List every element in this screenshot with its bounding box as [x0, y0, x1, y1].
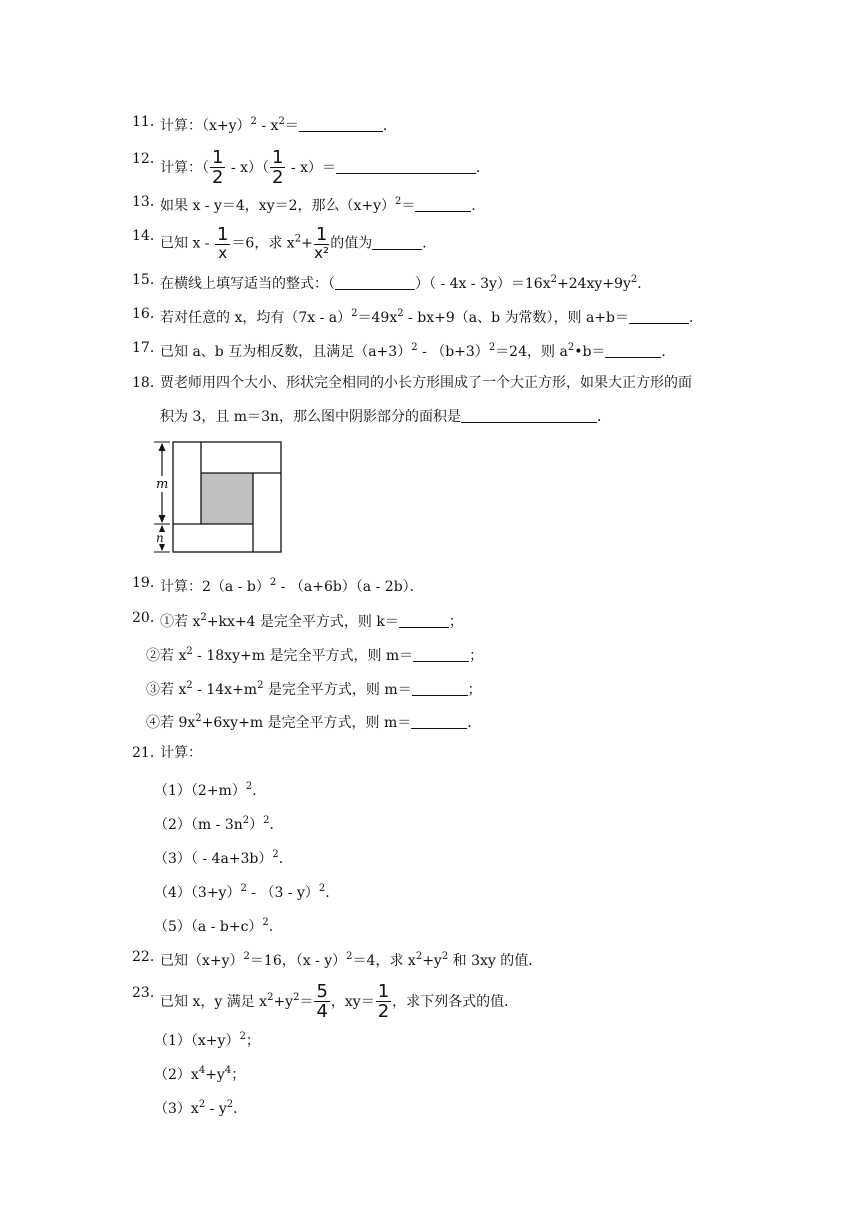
- fraction: $\frac{1}{2}$: [212, 147, 224, 188]
- answer-blank[interactable]: [413, 647, 469, 662]
- problem-20-item-2: ②若 $x^2 - 18xy+m$ 是完全平方式，则 m＝ ；: [146, 646, 484, 664]
- problem-number: 14．: [132, 228, 164, 244]
- answer-blank[interactable]: [461, 408, 597, 423]
- sub-question-text: $(1)(2+m)^2$．: [154, 781, 267, 799]
- problem-text: 已知 x - 1 x ＝6，求 $x^2+$ 1 x² 的值为 ．: [160, 224, 437, 262]
- label-m: m: [156, 477, 169, 492]
- problem-number: 21．: [132, 745, 164, 761]
- problem-text: 计算：2（a - b）$^2$ - （a+6b）（a - 2b）．: [160, 577, 424, 595]
- sub-question-text: $(2)x^4+y^4$；: [154, 1065, 246, 1083]
- square-figure: [150, 440, 284, 556]
- label-n: n: [156, 531, 164, 545]
- problem-20-item-4: ④若 $9x^2+6xy+m$ 是完全平方式，则 m＝ ．: [146, 713, 482, 731]
- problem-number: 16．: [132, 306, 164, 322]
- problem-text-line-1: 贾老师用四个大小、形状完全相同的小长方形围成了一个大正方形，如果大正方形的面: [160, 375, 692, 391]
- problem-number: 22．: [132, 949, 164, 965]
- answer-blank[interactable]: [629, 309, 689, 324]
- sub-question-text: $(3)x^2 - y^2$．: [154, 1099, 248, 1117]
- problem-20-item-3: ③若 $x^2 - 14x+m^2$ 是完全平方式，则 m＝ ；: [146, 680, 482, 698]
- answer-blank[interactable]: [299, 117, 383, 132]
- problem-number: 12．: [132, 151, 164, 167]
- problem-number: 13．: [132, 194, 164, 210]
- problem-number: 18．: [132, 375, 164, 391]
- problem-number: 11．: [132, 114, 164, 130]
- arrow-down-icon: [159, 515, 166, 523]
- sub-question-text: $(4)(3+y)^2 - (3 - y)^2$．: [154, 883, 340, 901]
- answer-blank[interactable]: [335, 275, 415, 290]
- fraction: $\frac{1}{2}$: [377, 981, 390, 1022]
- problem-text: 计算：: [160, 745, 202, 761]
- answer-blank[interactable]: [399, 613, 449, 628]
- answer-blank[interactable]: [336, 159, 476, 174]
- answer-blank[interactable]: [412, 681, 468, 696]
- sub-question-text: $(3)( - 4a+3b)^2$．: [154, 849, 293, 867]
- fraction: $\frac{5}{4}$: [316, 981, 328, 1022]
- sub-question-text: $(1)(x+y)^2$；: [154, 1031, 260, 1049]
- problem-text: 计算：（ $\frac{1}{2}$ - x）（ $\frac{1}{2}$ - x）＝ ．: [160, 147, 490, 188]
- answer-blank[interactable]: [415, 197, 471, 212]
- fraction: $\frac{1}{2}$: [271, 147, 284, 188]
- problem-number: 20．: [132, 610, 164, 626]
- fraction: 1 x: [216, 224, 229, 262]
- shaded-square: [201, 473, 253, 524]
- sub-question-text: $(5)(a - b+c)^2$．: [154, 917, 283, 935]
- answer-blank[interactable]: [411, 714, 467, 729]
- problem-text: 如果 x - y＝4，xy＝2，那么$(x+y)^2=$ ．: [160, 196, 486, 214]
- problem-text-line-2: 积为 3，且 m＝3n，那么图中阴影部分的面积是 ．: [160, 409, 612, 425]
- problem-text: 已知 a、b 互为相反数，且满足$(a+3)^2 - (b+3)^2=24$，则 $a^2•b=$ ．: [160, 342, 676, 360]
- problem-text: 在横线上填写适当的整式：（ ）（ - $4x - 3y)=16x^2+24xy+9y^2$．: [160, 274, 652, 292]
- arrow-up-icon: [159, 443, 166, 451]
- fraction: 1 x²: [314, 224, 329, 262]
- sub-question-text: $(2)(m - 3n^2)^2$．: [154, 815, 284, 833]
- problem-20-item-1: ①若 $x^2+kx+4$ 是完全平方式，则 k＝ ；: [160, 612, 463, 630]
- problem-number: 17．: [132, 340, 164, 356]
- problem-number: 23．: [132, 985, 164, 1001]
- answer-blank[interactable]: [372, 235, 422, 250]
- problem-text: 已知$(x+y)^2=16$，（x - y）$^2$＝4，求 $x^2+y^2$ 和 3xy 的值．: [160, 951, 543, 969]
- answer-blank[interactable]: [605, 343, 661, 358]
- problem-text: 计算：$(x+y)^2 - x^2=$ ．: [160, 116, 397, 134]
- problem-number: 19．: [132, 575, 164, 591]
- problem-text: 已知 x，y 满足 $x^2+y^2=$ $\frac{5}{4}$ ，xy＝ $\frac{1}{2}$ ，求下列各式的值．: [160, 981, 519, 1022]
- arrow-down-icon: [159, 544, 165, 551]
- problem-number: 15．: [132, 272, 164, 288]
- problem-text: 若对任意的 x，均有$(7x - a)^2=49x^2 - bx+9(a$、b 为常数），则 a+b＝ ．: [160, 308, 703, 326]
